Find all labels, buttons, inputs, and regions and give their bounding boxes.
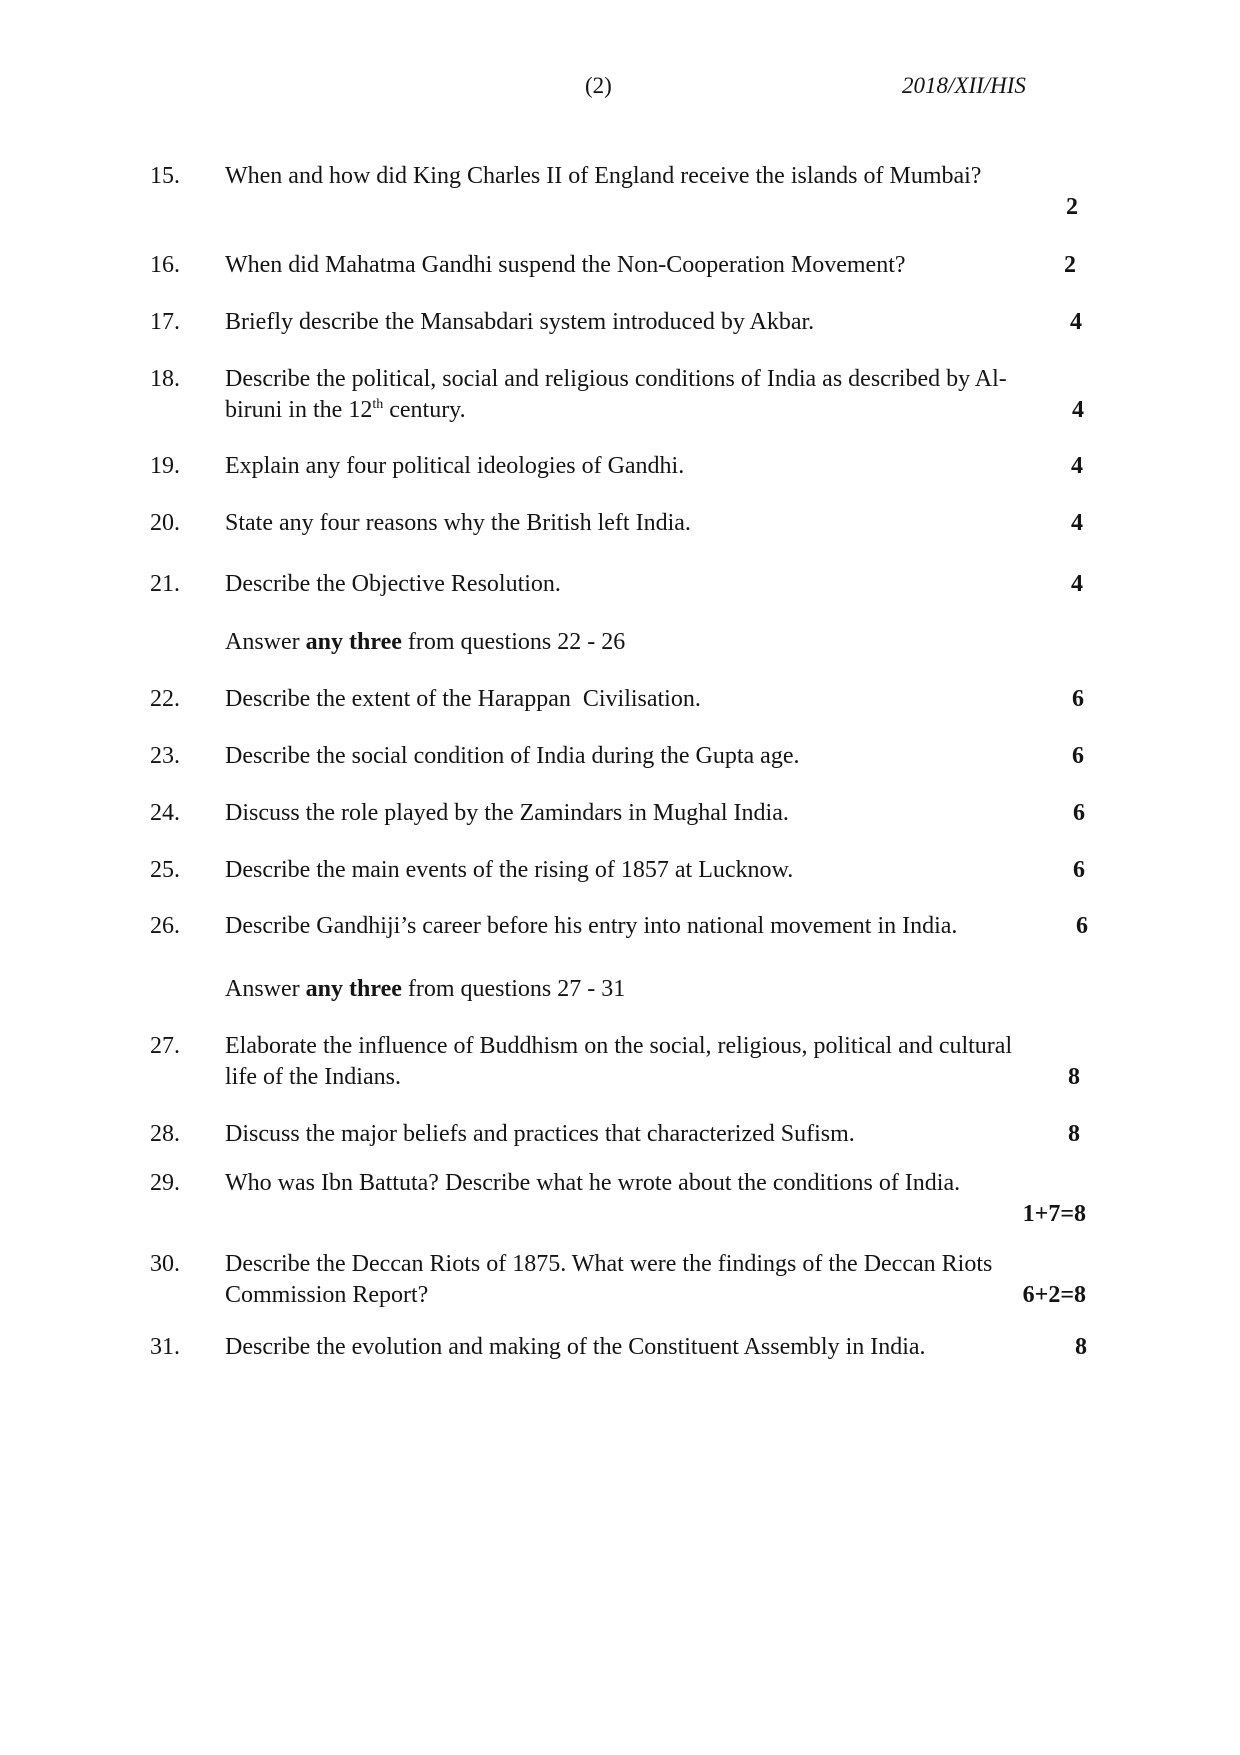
question-text: When and how did King Charles II of England receive the islands of Mumbai?: [225, 163, 982, 189]
question-text: Describe the Deccan Riots of 1875. What were the findings of the Deccan Riots Commission Report?: [225, 1251, 993, 1308]
question-item: [0, 1168, 1240, 1230]
question-marks: 6: [1076, 913, 1088, 939]
paper-code: 2018/XII/HIS: [902, 73, 1026, 98]
question-marks: 4: [1071, 510, 1083, 536]
question-item: [0, 741, 1240, 772]
question-item: [0, 911, 1240, 942]
question-number: 16.: [150, 252, 180, 278]
question-number: 23.: [150, 743, 180, 769]
question-number: 15.: [150, 163, 180, 189]
question-item: [0, 307, 1240, 338]
question-text: Describe the main events of the rising of 1857 at Lucknow.: [225, 857, 794, 883]
question-item: [0, 798, 1240, 829]
question-marks: 6+2=8: [1022, 1282, 1086, 1308]
section-instruction: Answer any three from questions 22 - 26: [225, 629, 626, 655]
question-item: [0, 364, 1240, 426]
question-number: 19.: [150, 453, 180, 479]
question-text: Briefly describe the Mansabdari system introduced by Akbar.: [225, 309, 815, 335]
question-number: 18.: [150, 366, 180, 392]
question-text: Elaborate the influence of Buddhism on the social, religious, political and cultural life of the Indians.: [225, 1033, 1013, 1090]
page-header: [0, 73, 1240, 109]
question-text: State any four reasons why the British left India.: [225, 510, 691, 536]
question-text: Describe the social condition of India during the Gupta age.: [225, 743, 800, 769]
question-text: Who was Ibn Battuta? Describe what he wrote about the conditions of India.: [225, 1170, 961, 1196]
question-number: 26.: [150, 913, 180, 939]
question-marks: 4: [1071, 453, 1083, 479]
question-marks: 4: [1072, 397, 1084, 423]
question-item: [0, 1031, 1240, 1093]
question-number: 29.: [150, 1170, 180, 1196]
question-item: [0, 1119, 1240, 1150]
question-number: 20.: [150, 510, 180, 536]
question-marks: 2: [1066, 194, 1078, 220]
question-item: [0, 1332, 1240, 1363]
question-text: When did Mahatma Gandhi suspend the Non-Cooperation Movement?: [225, 252, 906, 278]
question-number: 22.: [150, 686, 180, 712]
question-item: [0, 684, 1240, 715]
question-item: [0, 250, 1240, 281]
question-marks: 8: [1068, 1121, 1080, 1147]
question-text: Explain any four political ideologies of Gandhi.: [225, 453, 685, 479]
question-number: 24.: [150, 800, 180, 826]
question-item: [0, 569, 1240, 600]
question-text: Describe the extent of the Harappan Civilisation.: [225, 686, 701, 712]
question-marks: 6: [1073, 800, 1085, 826]
question-marks: 8: [1075, 1334, 1087, 1360]
question-number: 17.: [150, 309, 180, 335]
question-marks: 2: [1064, 252, 1076, 278]
question-marks: 8: [1068, 1064, 1080, 1090]
question-item: [0, 451, 1240, 482]
question-number: 21.: [150, 571, 180, 597]
page-number: (2): [585, 73, 612, 98]
question-text: Describe the political, social and religious conditions of India as described by Al-biruni in the 12th century.: [225, 366, 1007, 423]
question-marks: 6: [1072, 743, 1084, 769]
question-number: 27.: [150, 1033, 180, 1059]
question-text: Describe Gandhiji’s career before his entry into national movement in India.: [225, 913, 958, 939]
question-item: [0, 855, 1240, 886]
question-item: [0, 508, 1240, 539]
question-item: [0, 1249, 1240, 1311]
question-text: Describe the evolution and making of the Constituent Assembly in India.: [225, 1334, 926, 1360]
question-item: [0, 161, 1240, 223]
question-marks: 1+7=8: [1022, 1201, 1086, 1227]
question-number: 30.: [150, 1251, 180, 1277]
question-text: Discuss the major beliefs and practices that characterized Sufism.: [225, 1121, 855, 1147]
question-number: 28.: [150, 1121, 180, 1147]
question-text: Discuss the role played by the Zamindars in Mughal India.: [225, 800, 789, 826]
question-marks: 4: [1071, 571, 1083, 597]
question-text: Describe the Objective Resolution.: [225, 571, 561, 597]
question-marks: 4: [1070, 309, 1082, 335]
question-number: 25.: [150, 857, 180, 883]
question-marks: 6: [1072, 686, 1084, 712]
section-instruction: Answer any three from questions 27 - 31: [225, 976, 626, 1002]
question-number: 31.: [150, 1334, 180, 1360]
question-marks: 6: [1073, 857, 1085, 883]
